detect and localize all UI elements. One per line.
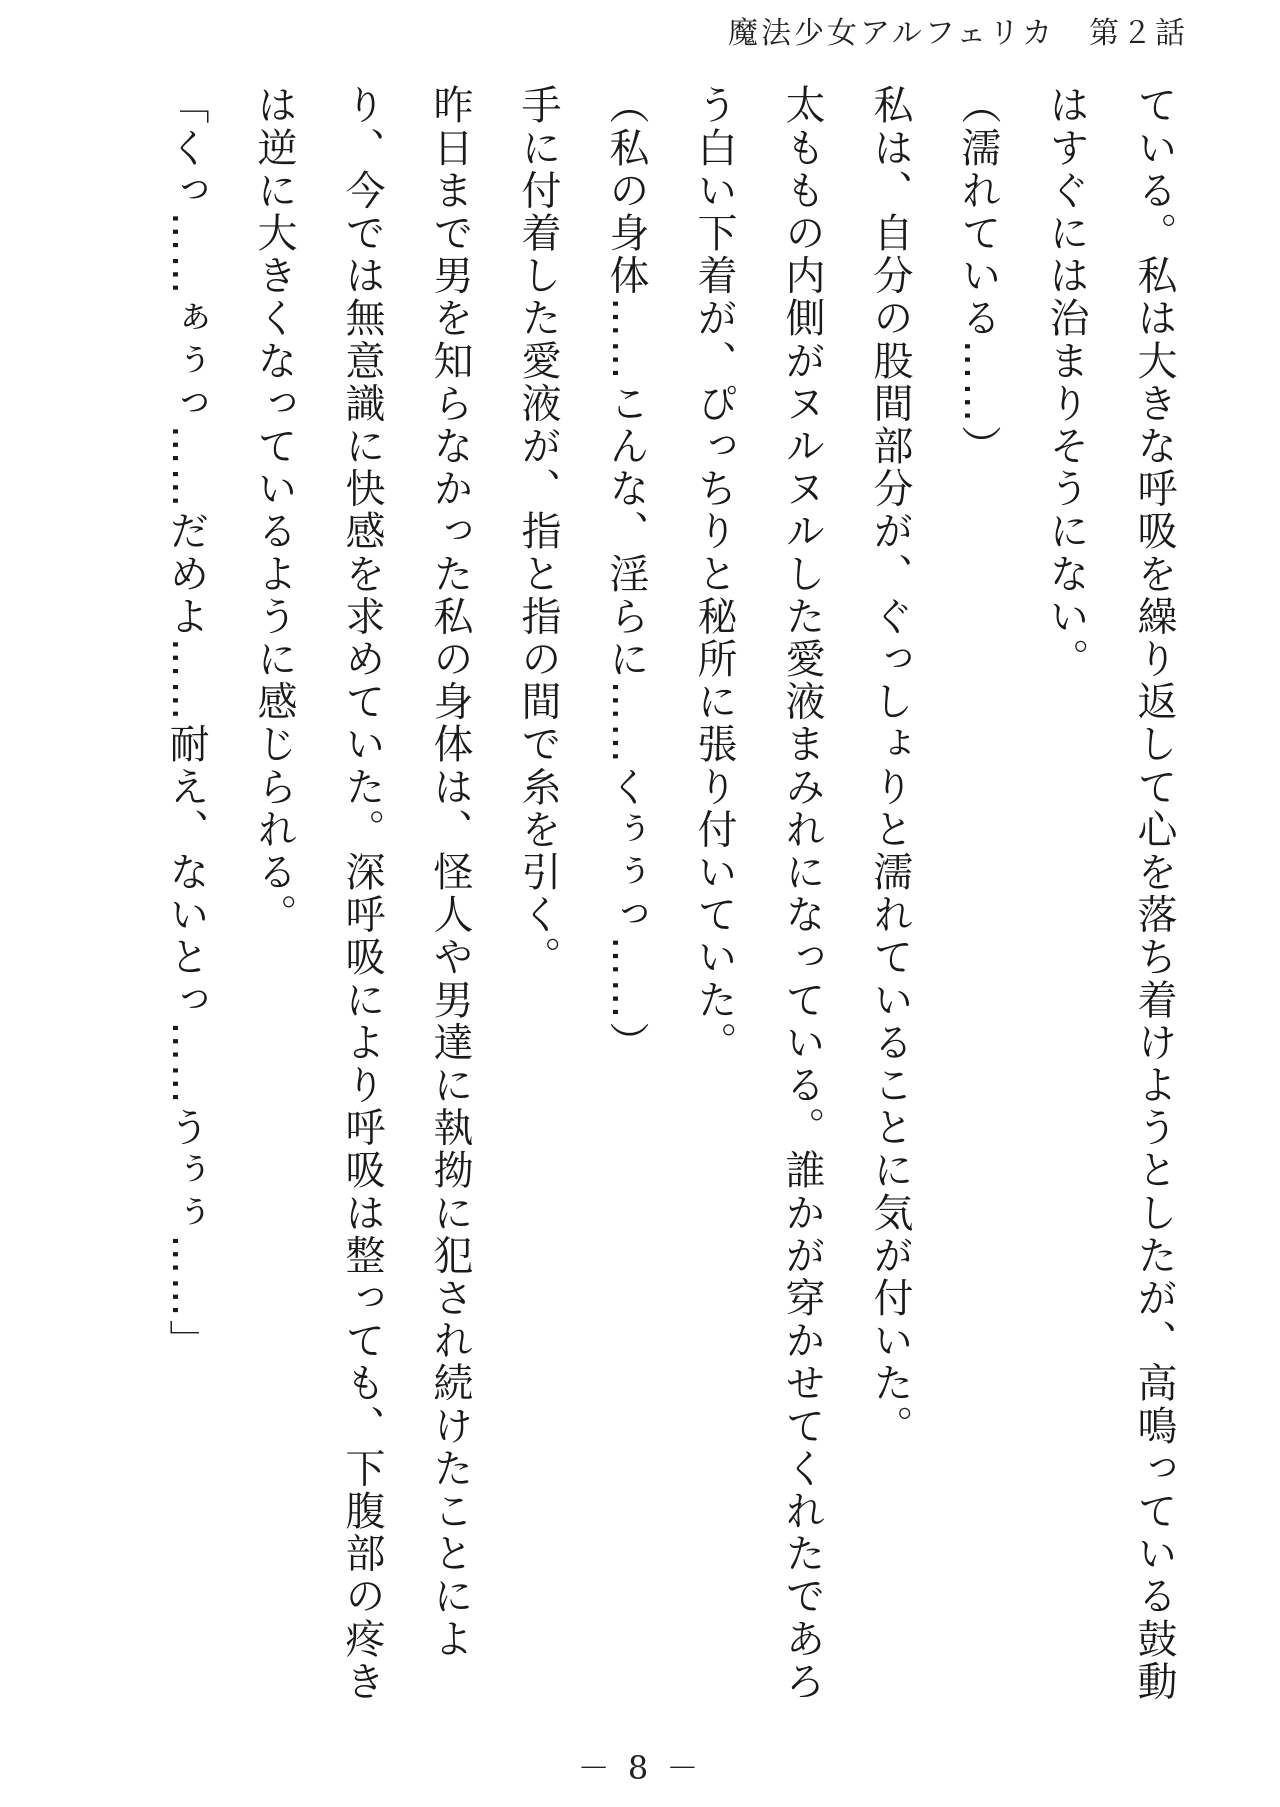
running-header: [728, 8, 1188, 52]
paragraph: 私は、自分の股間部分が、ぐっしょりと濡れていることに気が付いた。: [867, 84, 913, 1448]
paragraph: （濡れている……）: [955, 84, 1001, 468]
paragraph: （私の身体……こんな、淫らに……くぅぅっ……）: [603, 84, 649, 1064]
paragraph: 手に付着した愛液が、指と指の間で糸を引く。: [515, 84, 561, 979]
book-title: 魔法少女アルフェリカ: [728, 16, 1055, 51]
episode-label: 第２話: [1089, 16, 1188, 51]
page-number: － 8 －: [577, 1749, 703, 1787]
paragraph: 「くっ……ぁぅっ……だめよ……耐え、ないとっ……うぅぅ……」: [163, 84, 209, 1362]
paragraph: ている。私は大きな呼吸を繰り返して心を落ち着けようとしたが、高鳴っている鼓動はすぐには治まりそうにない。: [1043, 84, 1177, 1703]
body-text: [98, 84, 1198, 1724]
paragraph: 昨日まで男を知らなかった私の身体は、怪人や男達に執拗に犯され続けたことにより、今では無意識に快感を求めていた。深呼吸により呼吸は整っても、下腹部の疼きは逆に大きくなっているように感じられる。: [251, 84, 473, 1703]
paragraph: 太ももの内側がヌルヌルした愛液まみれになっている。誰かが穿かせてくれたであろう白い下着が、ぴっちりと秘所に張り付いていた。: [691, 84, 825, 1703]
